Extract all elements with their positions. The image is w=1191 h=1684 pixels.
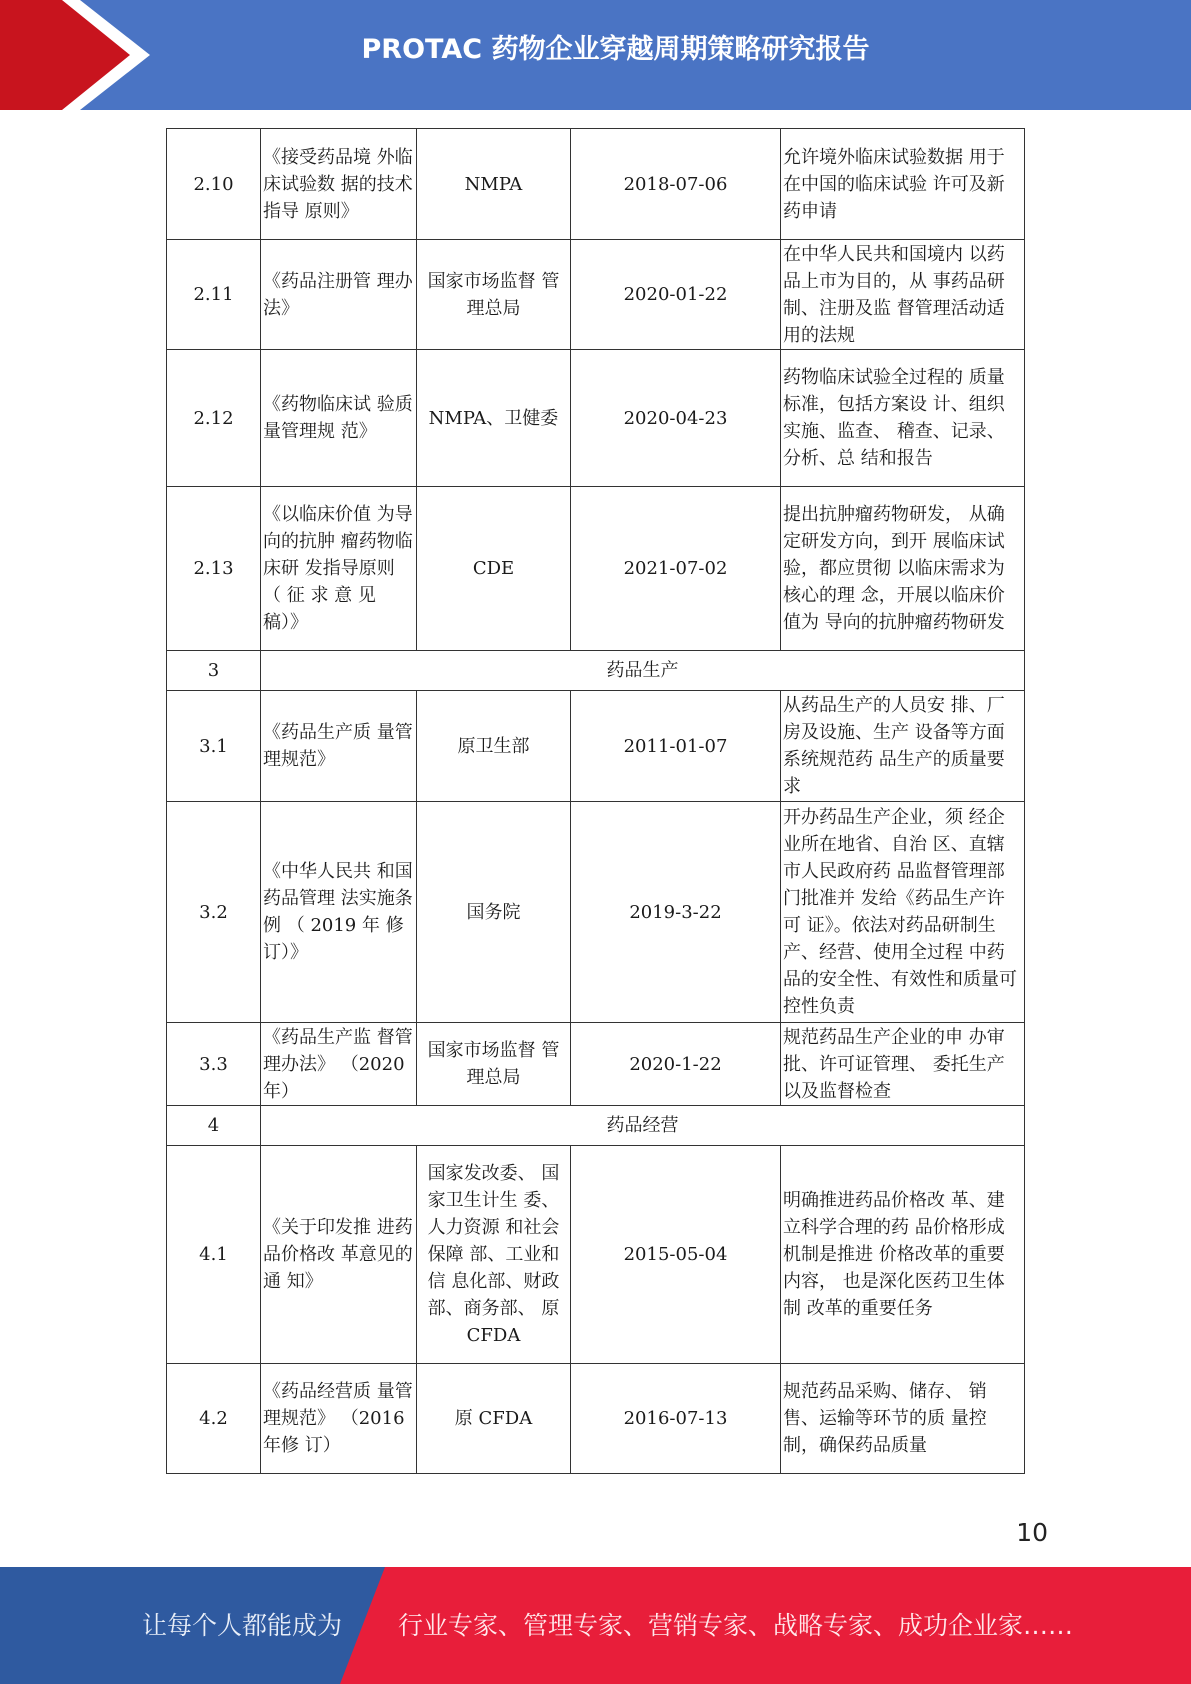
regulation-name: 《药品注册管 理办法》 bbox=[261, 240, 417, 350]
table-row bbox=[167, 1146, 1025, 1364]
regulation-name: 《以临床价值 为导向的抗肿 瘤药物临床研 发指导原则 （ 征 求 意 见 稿）》 bbox=[261, 487, 417, 651]
row-number: 2.11 bbox=[167, 240, 261, 350]
section-row bbox=[167, 1106, 1025, 1146]
row-number: 2.10 bbox=[167, 129, 261, 240]
table-row bbox=[167, 691, 1025, 802]
regulation-name: 《中华人民共 和国药品管理 法实施条例 （ 2019 年 修 订）》 bbox=[261, 802, 417, 1023]
regulation-description: 明确推进药品价格改 革、建立科学合理的药 品价格形成机制是推进 价格改革的重要内容， 也是深化医药卫生体制 改革的重要任务 bbox=[781, 1146, 1025, 1364]
section-title: 药品经营 bbox=[261, 1106, 1025, 1146]
regulation-name: 《药物临床试 验质量管理规 范》 bbox=[261, 350, 417, 487]
footer-slogan-left: 让每个人都能成为 bbox=[142, 1611, 343, 1640]
table-row bbox=[167, 240, 1025, 350]
issuing-agency: 原卫生部 bbox=[417, 691, 571, 802]
issuing-agency: 国务院 bbox=[417, 802, 571, 1023]
row-number: 4.2 bbox=[167, 1364, 261, 1474]
issuing-agency: NMPA、卫健委 bbox=[417, 350, 571, 487]
issue-date: 2021-07-02 bbox=[571, 487, 781, 651]
row-number: 3.2 bbox=[167, 802, 261, 1023]
issuing-agency: NMPA bbox=[417, 129, 571, 240]
issue-date: 2016-07-13 bbox=[571, 1364, 781, 1474]
issuing-agency: 国家市场监督 管理总局 bbox=[417, 240, 571, 350]
footer-banner bbox=[0, 1567, 1191, 1684]
regulation-name: 《药品生产质 量管理规范》 bbox=[261, 691, 417, 802]
regulation-description: 规范药品生产企业的申 办审批、许可证管理、 委托生产以及监督检查 bbox=[781, 1023, 1025, 1106]
regulation-name: 《药品生产监 督管理办法》 （2020 年） bbox=[261, 1023, 417, 1106]
issue-date: 2019-3-22 bbox=[571, 802, 781, 1023]
regulation-description: 药物临床试验全过程的 质量标准，包括方案设 计、组织实施、监查、 稽查、记录、分析、总 结和报告 bbox=[781, 350, 1025, 487]
regulation-description: 提出抗肿瘤药物研发， 从确定研发方向，到开 展临床试验，都应贯彻 以临床需求为核心的理 念，开展以临床价值为 导向的抗肿瘤药物研发 bbox=[781, 487, 1025, 651]
issuing-agency: 国家市场监督 管理总局 bbox=[417, 1023, 571, 1106]
table-row bbox=[167, 350, 1025, 487]
regulation-name: 《接受药品境 外临床试验数 据的技术指导 原则》 bbox=[261, 129, 417, 240]
row-number: 3.3 bbox=[167, 1023, 261, 1106]
table-row bbox=[167, 129, 1025, 240]
table-row bbox=[167, 1364, 1025, 1474]
regulation-name: 《关于印发推 进药品价格改 革意见的通 知》 bbox=[261, 1146, 417, 1364]
issuing-agency: 国家发改委、 国家卫生计生 委、人力资源 和社会保障 部、工业和信 息化部、财政 部、商务部、 原 CFDA bbox=[417, 1146, 571, 1364]
row-number: 4.1 bbox=[167, 1146, 261, 1364]
issue-date: 2018-07-06 bbox=[571, 129, 781, 240]
table-row bbox=[167, 487, 1025, 651]
report-header bbox=[0, 0, 1191, 110]
regulation-description: 从药品生产的人员安 排、厂房及设施、生产 设备等方面系统规范药 品生产的质量要求 bbox=[781, 691, 1025, 802]
issue-date: 2011-01-07 bbox=[571, 691, 781, 802]
regulation-description: 规范药品采购、储存、 销售、运输等环节的质 量控制，确保药品质量 bbox=[781, 1364, 1025, 1474]
section-title: 药品生产 bbox=[261, 651, 1025, 691]
issue-date: 2020-04-23 bbox=[571, 350, 781, 487]
issue-date: 2020-1-22 bbox=[571, 1023, 781, 1106]
regulation-table bbox=[166, 128, 1025, 1474]
report-title: PROTAC 药物企业穿越周期策略研究报告 bbox=[361, 34, 870, 65]
issuing-agency: CDE bbox=[417, 487, 571, 651]
regulation-description: 在中华人民共和国境内 以药品上市为目的，从 事药品研制、注册及监 督管理活动适用的法规 bbox=[781, 240, 1025, 350]
section-row bbox=[167, 651, 1025, 691]
row-number: 3.1 bbox=[167, 691, 261, 802]
issuing-agency: 原 CFDA bbox=[417, 1364, 571, 1474]
section-number: 3 bbox=[167, 651, 261, 691]
issue-date: 2020-01-22 bbox=[571, 240, 781, 350]
footer-slogan-right: 行业专家、管理专家、营销专家、战略专家、成功企业家…… bbox=[398, 1611, 1074, 1640]
row-number: 2.12 bbox=[167, 350, 261, 487]
section-number: 4 bbox=[167, 1106, 261, 1146]
row-number: 2.13 bbox=[167, 487, 261, 651]
regulation-name: 《药品经营质 量管理规范》 （2016 年修 订） bbox=[261, 1364, 417, 1474]
table-row bbox=[167, 1023, 1025, 1106]
table-row bbox=[167, 802, 1025, 1023]
issue-date: 2015-05-04 bbox=[571, 1146, 781, 1364]
regulation-description: 允许境外临床试验数据 用于在中国的临床试验 许可及新药申请 bbox=[781, 129, 1025, 240]
regulation-description: 开办药品生产企业，须 经企业所在地省、自治 区、直辖市人民政府药 品监督管理部门批准并 发给《药品生产许可 证》。依法对药品研制生 产、经营、使用全过程 中药品的安全性、有效性和质量可控性负责 bbox=[781, 802, 1025, 1023]
page-number: 10 bbox=[1016, 1518, 1048, 1547]
